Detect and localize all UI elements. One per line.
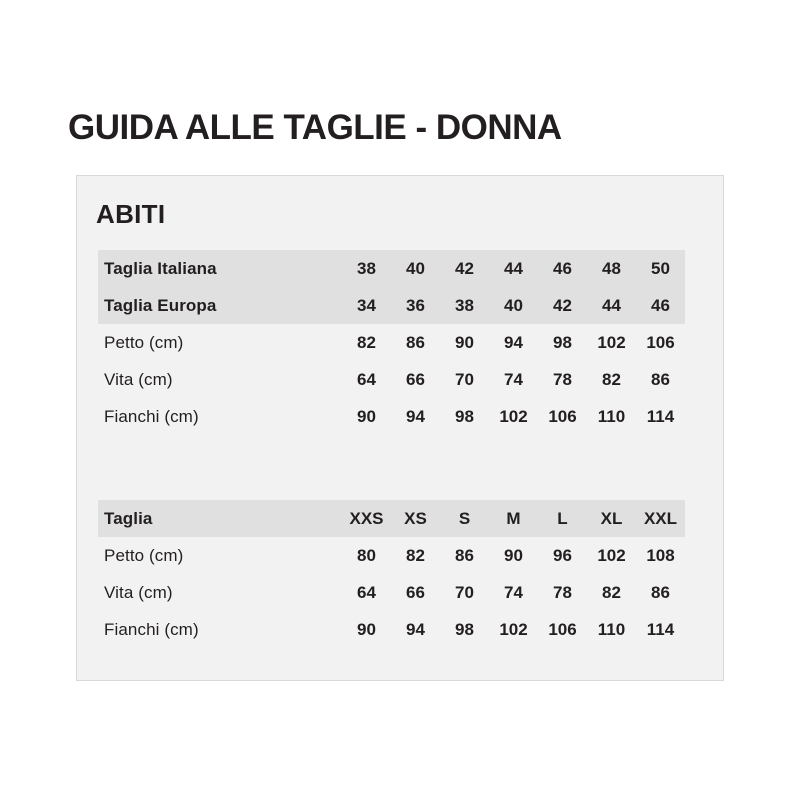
table-row xyxy=(98,250,685,287)
row-value: S xyxy=(440,500,489,537)
row-value: 114 xyxy=(646,406,675,426)
row-value: 36 xyxy=(391,287,440,324)
row-value: 102 xyxy=(499,406,528,426)
letter-size-table-body xyxy=(98,500,685,648)
row-value: 94 xyxy=(406,619,425,639)
table-row xyxy=(98,611,685,648)
row-value: 114 xyxy=(646,619,675,639)
table-row xyxy=(98,361,685,398)
table-row xyxy=(98,537,685,574)
page-title: GUIDA ALLE TAGLIE - DONNA xyxy=(68,108,562,147)
row-value: 106 xyxy=(548,619,577,639)
row-value: 66 xyxy=(406,369,425,389)
row-value: 90 xyxy=(357,406,376,426)
row-value: 42 xyxy=(538,287,587,324)
row-value: 82 xyxy=(357,332,376,352)
row-value: 46 xyxy=(636,287,685,324)
row-value: 86 xyxy=(651,369,670,389)
row-value: 74 xyxy=(504,369,523,389)
row-label: Fianchi (cm) xyxy=(104,406,199,426)
row-value: 94 xyxy=(504,332,523,352)
table-row xyxy=(98,398,685,435)
row-value: 64 xyxy=(357,582,376,602)
row-label: Taglia xyxy=(98,500,342,537)
row-value: 78 xyxy=(553,369,572,389)
row-value: 110 xyxy=(597,406,626,426)
numeric-size-table-body xyxy=(98,250,685,435)
row-value: 106 xyxy=(548,406,577,426)
row-value: 96 xyxy=(553,545,572,565)
row-value: 42 xyxy=(440,250,489,287)
row-value: 108 xyxy=(646,545,675,565)
row-value: M xyxy=(489,500,538,537)
row-value: 82 xyxy=(602,369,621,389)
row-value: XS xyxy=(391,500,440,537)
table-row xyxy=(98,574,685,611)
row-value: 40 xyxy=(489,287,538,324)
row-value: 106 xyxy=(646,332,675,352)
row-value: 44 xyxy=(489,250,538,287)
row-value: L xyxy=(538,500,587,537)
row-value: 110 xyxy=(597,619,626,639)
row-value: 64 xyxy=(357,369,376,389)
row-value: 102 xyxy=(499,619,528,639)
row-value: 82 xyxy=(406,545,425,565)
row-value: 70 xyxy=(455,582,474,602)
row-value: 86 xyxy=(406,332,425,352)
numeric-size-table xyxy=(98,250,685,435)
row-value: 50 xyxy=(636,250,685,287)
row-value: 102 xyxy=(597,545,626,565)
row-value: 34 xyxy=(342,287,391,324)
table-row xyxy=(98,287,685,324)
row-label: Vita (cm) xyxy=(104,369,173,389)
row-value: 78 xyxy=(553,582,572,602)
row-label: Petto (cm) xyxy=(104,545,184,565)
row-value: 80 xyxy=(357,545,376,565)
row-value: 82 xyxy=(602,582,621,602)
row-label: Taglia Europa xyxy=(98,287,342,324)
section-title-abiti: ABITI xyxy=(96,199,166,229)
row-value: 74 xyxy=(504,582,523,602)
row-value: 90 xyxy=(455,332,474,352)
row-value: 38 xyxy=(440,287,489,324)
row-value: 70 xyxy=(455,369,474,389)
row-value: 94 xyxy=(406,406,425,426)
row-value: 86 xyxy=(455,545,474,565)
row-value: 102 xyxy=(597,332,626,352)
row-value: XXL xyxy=(636,500,685,537)
row-value: 98 xyxy=(455,406,474,426)
row-value: 44 xyxy=(587,287,636,324)
letter-size-table xyxy=(98,500,685,648)
row-value: 86 xyxy=(651,582,670,602)
row-value: 40 xyxy=(391,250,440,287)
row-value: 98 xyxy=(455,619,474,639)
row-value: 48 xyxy=(587,250,636,287)
row-label: Petto (cm) xyxy=(104,332,184,352)
row-label: Vita (cm) xyxy=(104,582,173,602)
row-value: 90 xyxy=(357,619,376,639)
row-value: 46 xyxy=(538,250,587,287)
row-label: Fianchi (cm) xyxy=(104,619,199,639)
table-row xyxy=(98,500,685,537)
row-value: 38 xyxy=(342,250,391,287)
table-row xyxy=(98,324,685,361)
row-label: Taglia Italiana xyxy=(98,250,342,287)
row-value: 66 xyxy=(406,582,425,602)
row-value: XXS xyxy=(342,500,391,537)
row-value: 98 xyxy=(553,332,572,352)
row-value: XL xyxy=(587,500,636,537)
row-value: 90 xyxy=(504,545,523,565)
